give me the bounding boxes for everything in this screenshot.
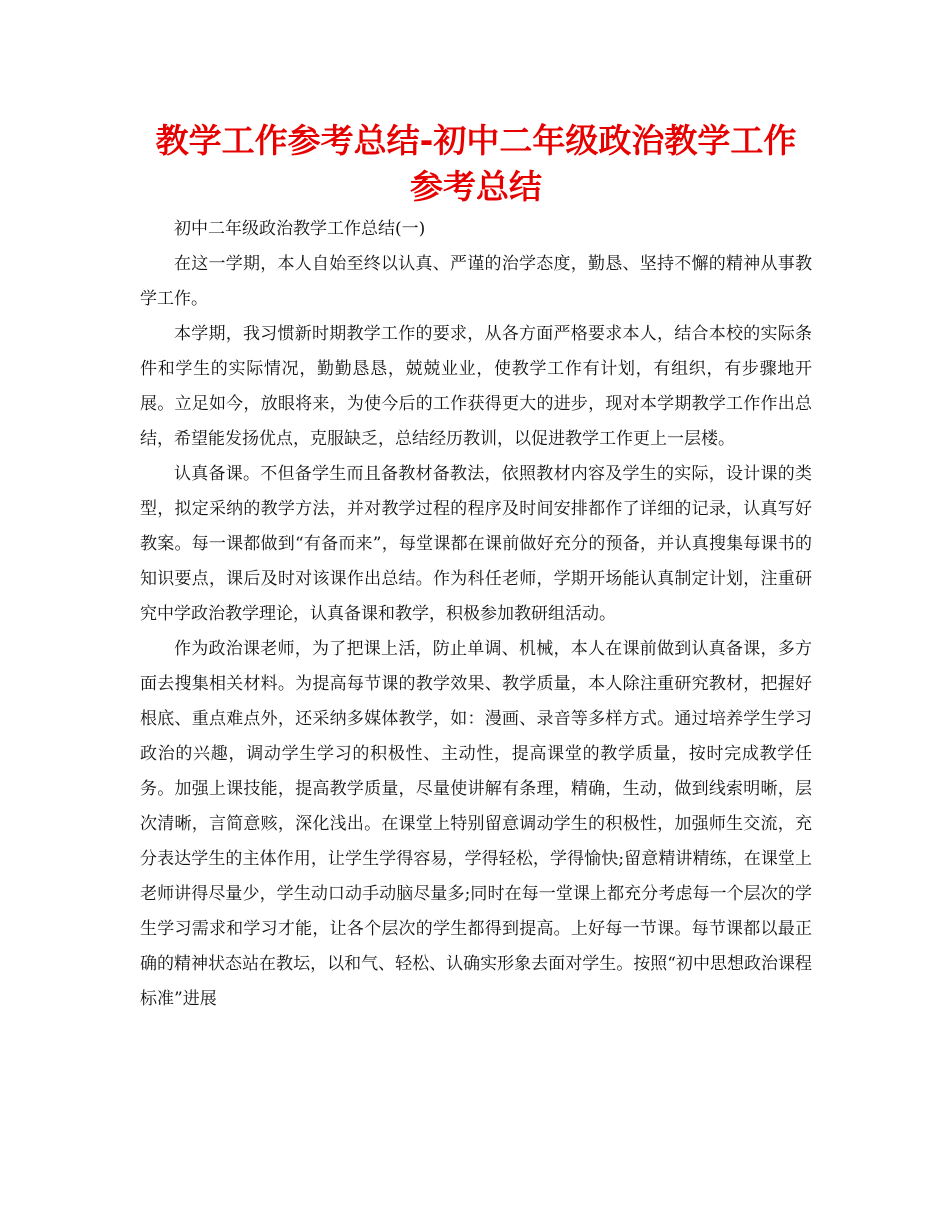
paragraph-3: 认真备课。不但备学生而且备教材备教法，依照教材内容及学生的实际，设计课的类型，拟定采纳的教学方法，并对教学过程的程序及时间安排都作了详细的记录，认真写好教案。每一课都做到“有备而来”，每堂课都在课前做好充分的预备，并认真搜集每课书的知识要点，课后及时对该课作出总结。作为科任老师，学期开场能认真制定计划，注重研究中学政治教学理论，认真备课和教学，积极参加教研组活动。	[140, 464, 812, 624]
paragraph-4: 作为政治课老师，为了把课上活，防止单调、机械，本人在课前做到认真备课，多方面去搜集相关材料。为提高每节课的教学效果、教学质量，本人除注重研究教材，把握好根底、重点难点外，还采纳多媒体教学，如：漫画、录音等多样方式。通过培养学生学习政治的兴趣，调动学生学习的积极性、主动性，提高课堂的教学质量，按时完成教学任务。加强上课技能，提高教学质量，尽量使讲解有条理，精确，生动，做到线索明晰，层次清晰，言简意赅，深化浅出。在课堂上特别留意调动学生的积极性，加强师生交流，充分表达学生的主体作用，让学生学得容易，学得轻松，学得愉快;留意精讲精练，在课堂上老师讲得尽量少，学生动口动手动脑尽量多;同时在每一堂课上都充分考虑每一个层次的学生学习需求和学习才能，让各个层次的学生都得到提高。上好每一节课。每节课都以最正确的精神状态站在教坛，以和气、轻松、认确实形象去面对学生。按照“初中思想政治课程标准”进展	[140, 639, 812, 1009]
paragraph-1: 在这一学期，本人自始至终以认真、严谨的治学态度，勤恳、坚持不懈的精神从事教学工作。	[140, 254, 812, 309]
document-title: 教学工作参考总结-初中二年级政治教学工作参考总结	[155, 121, 797, 206]
paragraph-2: 本学期，我习惯新时期教学工作的要求，从各方面严格要求本人，结合本校的实际条件和学生的实际情况，勤勤恳恳，兢兢业业，使教学工作有计划，有组织，有步骤地开展。立足如今，放眼将来，为使今后的工作获得更大的进步，现对本学期教学工作作出总结，希望能发扬优点，克服缺乏，总结经历教训，以促进教学工作更上一层楼。	[140, 324, 812, 449]
document-subtitle: 初中二年级政治教学工作总结(一)	[174, 219, 426, 239]
document-page	[140, 118, 812, 1017]
